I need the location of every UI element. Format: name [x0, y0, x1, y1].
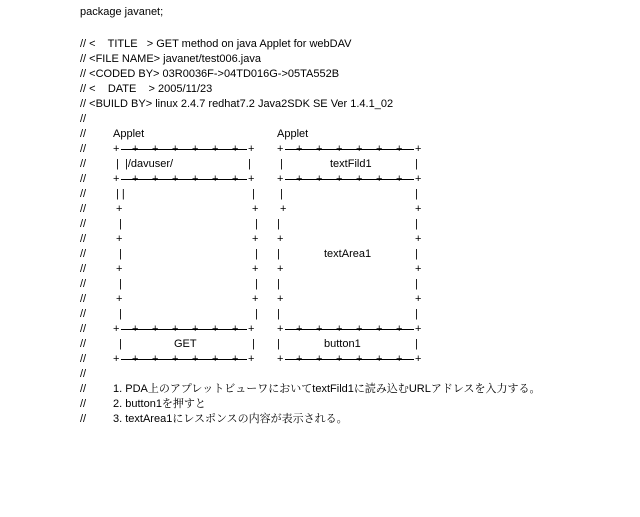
step-line: [80, 412, 640, 427]
text-area-label: textArea1: [324, 248, 372, 260]
comment-prefix: //: [80, 278, 87, 290]
comment-prefix: //: [80, 338, 87, 350]
comment-prefix: //: [80, 128, 87, 140]
comment-prefix: //: [80, 248, 87, 260]
comment-prefix: //: [80, 293, 87, 305]
button1-label: button1: [324, 338, 361, 350]
get-button-label: GET: [174, 338, 197, 350]
date-comment: // < DATE > 2005/11/23: [80, 83, 213, 95]
comment-prefix: //: [80, 398, 87, 410]
package-declaration: package javanet;: [80, 6, 164, 18]
text-field-label: textFild1: [330, 158, 372, 170]
comment-prefix: //: [80, 143, 87, 155]
comment-prefix: //: [80, 413, 87, 425]
comment-prefix: //: [80, 203, 87, 215]
url-field: |/davuser/: [125, 158, 174, 170]
step-line: [80, 397, 640, 412]
comment-prefix: //: [80, 323, 87, 335]
comment-prefix: //: [80, 188, 87, 200]
step-line: [80, 382, 640, 397]
comment-prefix: //: [80, 353, 87, 365]
step-3: 3. textArea1にレスポンスの内容が表示される。: [113, 413, 348, 425]
file-name-comment: // <FILE NAME> javanet/test006.java: [80, 53, 261, 65]
title-comment: // < TITLE > GET method on java Applet for webDAV: [80, 38, 352, 50]
comment-prefix: //: [80, 368, 87, 380]
coded-by-comment: // <CODED BY> 03R0036F->04TD016G->05TA552B: [80, 68, 340, 80]
comment-prefix: //: [80, 263, 87, 275]
step-2: 2. button1を押すと: [113, 398, 206, 410]
step-1: 1. PDA上のアプレットビューワにおいてtextFild1に読み込むURLアドレスを入力する。: [113, 383, 541, 395]
comment-prefix: //: [80, 173, 87, 185]
comment-prefix: //: [80, 383, 87, 395]
comment-prefix: //: [80, 308, 87, 320]
comment-prefix: //: [80, 233, 87, 245]
source-code-document: package javanet; // < TITLE > GET method on java Applet for webDAV // <FILE NAME> javanet/test006.java // <CODED BY> 03R0036F->04TD016G->05TA552B // < DATE > 2005/11/23 // <BUILD BY> linux 2.4.7 redhat7.2 Java2SDK SE Ver 1.4.1_02 // // Applet Applet // + + + + + + + + + + + + + + + + // | |/davuser/ | | textFild1 | // + + + + + + + + + + + + + + + + // | | | | | // + + + + // | | | | // + + + + // | | | textArea1 | // + + + + // | | | | // + + + + // | | | | // + + + + + + + + + + + + + + + + // | GET | | button1 | // + + + + + + + + + + + + + + + + // // 1. PDA上のアプレットビューワにおいてtextFild1に読み込むURLアドレスを入力する。 // 2. button1を押すと // 3. textArea1にレスポンスの内容が表示される。: [0, 0, 640, 448]
right-applet-title: Applet: [277, 128, 309, 140]
left-applet-title: Applet: [113, 128, 145, 140]
comment-prefix: //: [80, 158, 87, 170]
empty-comment: //: [80, 113, 87, 125]
comment-prefix: //: [80, 218, 87, 230]
build-by-comment: // <BUILD BY> linux 2.4.7 redhat7.2 Java2SDK SE Ver 1.4.1_02: [80, 98, 394, 110]
